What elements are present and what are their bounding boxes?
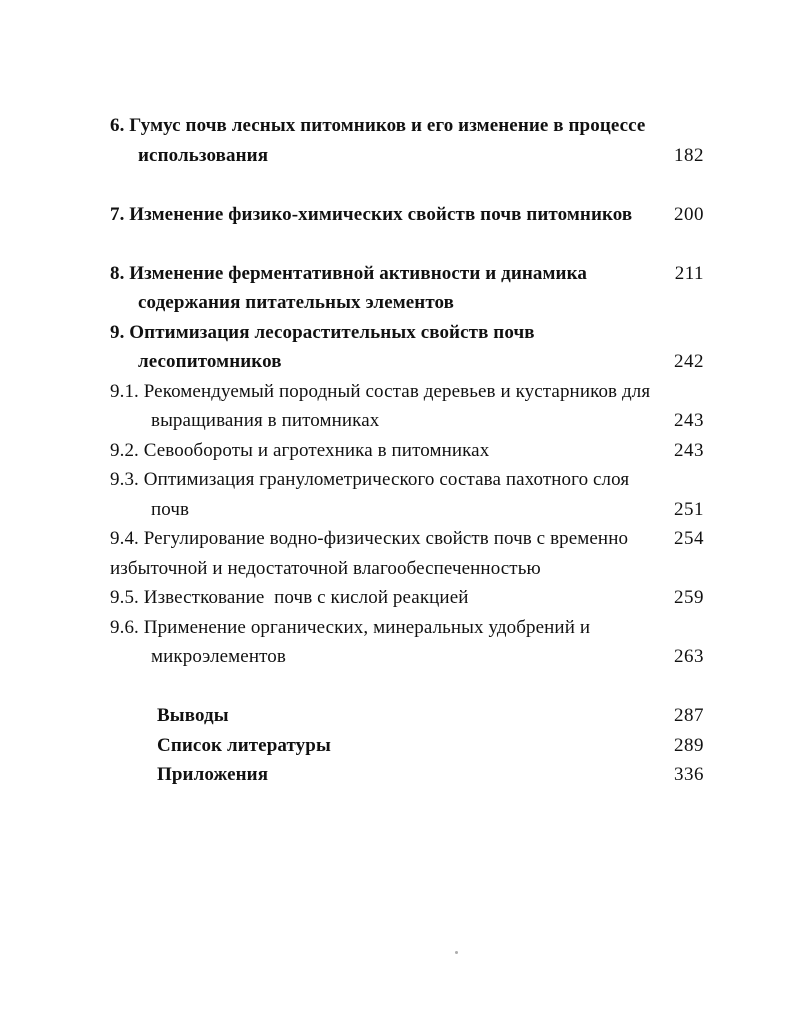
toc-line-text: 9.1. Рекомендуемый породный состав деревьев и кустарников для xyxy=(110,380,651,402)
toc-line xyxy=(110,347,704,377)
toc-line xyxy=(110,377,704,407)
toc-line-text: 8. Изменение ферментативной активности и динамика xyxy=(110,262,587,284)
toc-line xyxy=(110,731,704,761)
toc-page-number: 287 xyxy=(674,705,704,726)
toc-page-number: 259 xyxy=(674,587,704,608)
toc-line xyxy=(110,406,704,436)
toc-line-text: Список литературы xyxy=(157,734,331,756)
toc-line xyxy=(110,760,704,790)
toc-line xyxy=(110,613,704,643)
toc-line-text: 9. Оптимизация лесорастительных свойств почв xyxy=(110,321,535,343)
toc-page-number: 211 xyxy=(674,262,704,284)
toc-page-number: 289 xyxy=(674,734,704,756)
toc-page-number: 182 xyxy=(674,144,704,166)
toc-line-text: Приложения xyxy=(157,764,269,785)
toc-line xyxy=(110,259,704,289)
toc-line xyxy=(110,111,704,141)
toc-line xyxy=(110,288,704,318)
toc-line-text: 6. Гумус почв лесных питомников и его изменение в процессе xyxy=(110,115,646,136)
toc-line-text: почв xyxy=(151,498,190,520)
toc-blank-line xyxy=(110,672,704,702)
toc-line xyxy=(110,318,704,348)
toc-line xyxy=(110,701,704,731)
toc-line-text: лесопитомников xyxy=(138,351,282,372)
toc-line-text: выращивания в питомниках xyxy=(151,410,380,431)
toc-line-text: 7. Изменение физико-химических свойств почв питомников xyxy=(110,203,633,225)
toc-line-text: избыточной и недостаточной влагообеспеченностью xyxy=(110,557,541,579)
toc-line xyxy=(110,583,704,613)
toc-page-number: 200 xyxy=(674,203,704,225)
scan-speck xyxy=(455,951,458,954)
toc-page-number: 242 xyxy=(674,351,704,372)
toc-line-text: содержания питательных элементов xyxy=(138,292,455,313)
toc-page-number: 336 xyxy=(674,764,704,785)
toc-line-text: 9.5. Известкование почв с кислой реакцией xyxy=(110,587,469,608)
toc-page-number: 243 xyxy=(674,410,704,431)
toc-line xyxy=(110,141,704,171)
toc-line-text: 9.6. Применение органических, минеральных удобрений и xyxy=(110,616,591,638)
toc-blank-line xyxy=(110,229,704,259)
toc-line-text: микроэлементов xyxy=(151,646,286,667)
toc-line-text: 9.4. Регулирование водно-физических свойств почв с временно xyxy=(110,528,629,549)
toc-line xyxy=(110,436,704,466)
toc-line xyxy=(110,495,704,525)
toc-line-text: использования xyxy=(138,144,269,166)
toc-line xyxy=(110,200,704,230)
toc-line xyxy=(110,642,704,672)
toc-page-number: 254 xyxy=(674,528,704,549)
table-of-contents xyxy=(110,111,704,790)
toc-line-text: Выводы xyxy=(157,705,229,726)
toc-page-number: 251 xyxy=(674,498,704,520)
toc-line-text: 9.3. Оптимизация гранулометрического состава пахотного слоя xyxy=(110,469,630,490)
toc-line xyxy=(110,465,704,495)
toc-line xyxy=(110,554,704,584)
toc-page-number: 263 xyxy=(674,646,704,667)
toc-blank-line xyxy=(110,170,704,200)
toc-line-text: 9.2. Севообороты и агротехника в питомниках xyxy=(110,439,490,461)
toc-line xyxy=(110,524,704,554)
toc-page-number: 243 xyxy=(674,439,704,461)
